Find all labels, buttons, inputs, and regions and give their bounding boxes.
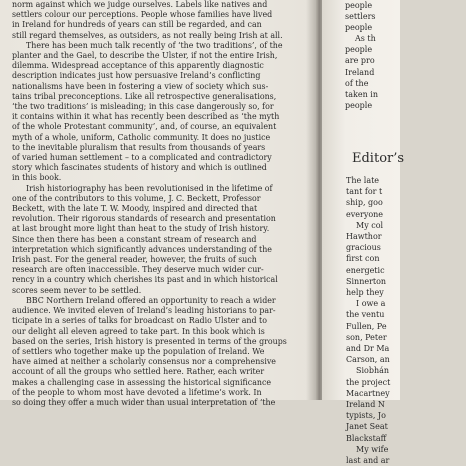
text-line: in Ireland for hundreds of years can still be regarded, and can bbox=[12, 20, 262, 30]
right-page bbox=[322, 0, 405, 466]
text-line: I owe a bbox=[356, 299, 386, 309]
text-line: of the people to whom most have devoted a lifetime’s work. In bbox=[12, 387, 262, 397]
text-line: in this book. bbox=[12, 173, 62, 183]
text-line: makes a challenging case in assessing the historical significance bbox=[12, 377, 272, 387]
text-line: it contains within it what has recently been described as ‘the myth bbox=[12, 112, 280, 122]
text-line: ‘the two traditions’ is misleading; in this case dangerously so, for bbox=[12, 102, 274, 112]
text-line: There has been much talk recently of ‘the two traditions’, of the bbox=[26, 40, 283, 50]
text-line: audience. We invited eleven of Ireland’s leading historians to par- bbox=[12, 306, 276, 316]
text-line: Ireland N bbox=[346, 400, 385, 410]
text-line: everyone bbox=[346, 209, 384, 219]
text-line: Fullen, Pe bbox=[346, 321, 387, 331]
text-line: of settlers who together make up the population of Ireland. We bbox=[12, 346, 265, 356]
text-line: rency in a country which cherishes its past and in which historical bbox=[12, 275, 278, 285]
text-line: so doing they offer a much wider than usual interpretation of ‘the bbox=[12, 397, 276, 407]
text-line: Blackstaff bbox=[346, 433, 387, 443]
text-line: Macartney bbox=[346, 388, 390, 398]
text-line: typists, Jo bbox=[346, 411, 386, 421]
text-line: research are often inaccessible. They deserve much wider cur- bbox=[12, 265, 264, 275]
text-line: son, Peter bbox=[346, 332, 387, 342]
right-page-top-text bbox=[345, 0, 465, 111]
text-line: last and ar bbox=[346, 456, 390, 466]
text-line: and Dr Ma bbox=[346, 344, 390, 354]
text-line: have aimed at neither a scholarly consensus nor a comprehensive bbox=[12, 357, 276, 367]
text-line: of the bbox=[345, 78, 369, 88]
text-line: the project bbox=[346, 377, 391, 387]
text-line: dilemma. Widespread acceptance of this apparently diagnostic bbox=[12, 61, 264, 71]
text-line: myth of a whole, uniform, Catholic community. It does no justice bbox=[12, 132, 271, 142]
text-line: My wife bbox=[356, 444, 389, 454]
text-line: to the inevitable pluralism that results from thousands of years bbox=[12, 142, 266, 152]
text-line: BBC Northern Ireland offered an opportunity to reach a wider bbox=[26, 295, 276, 305]
text-line: people bbox=[345, 45, 373, 55]
text-line: Irish historiography has been revolutionised in the lifetime of bbox=[26, 183, 273, 193]
text-line: at last brought more light than heat to the study of Irish history. bbox=[12, 224, 270, 234]
text-line: Janet Seat bbox=[346, 422, 388, 432]
text-line: interpretation which significantly advances understanding of the bbox=[12, 244, 272, 254]
left-page-text bbox=[12, 0, 310, 408]
text-line: still regard themselves, as outsiders, as not really being Irish at all. bbox=[12, 30, 283, 40]
text-line: people bbox=[345, 100, 373, 110]
right-page-body-text bbox=[346, 175, 466, 466]
text-line: story which fascinates students of history and which is outlined bbox=[12, 163, 267, 173]
text-line: settlers bbox=[345, 12, 376, 22]
text-line: scores seem never to be settled. bbox=[12, 285, 142, 295]
text-line: norm against which we judge ourselves. Labels like natives and bbox=[12, 0, 268, 9]
text-line: Ireland bbox=[345, 67, 375, 77]
text-line: ticipate in a series of talks for broadcast on Radio Ulster and to bbox=[12, 316, 267, 326]
text-line: The late bbox=[346, 176, 380, 185]
text-line: nationalisms have been in fostering a view of society which sus- bbox=[12, 81, 269, 91]
text-line: the ventu bbox=[346, 310, 385, 320]
text-line: Carson, an bbox=[346, 355, 390, 365]
text-line: Beckett, with the late T. W. Moody, inspired and directed that bbox=[12, 204, 258, 214]
text-line: people bbox=[345, 23, 373, 33]
text-line: based on the series, Irish history is presented in terms of the groups bbox=[12, 336, 287, 346]
text-line: My col bbox=[356, 220, 384, 230]
text-line: help they bbox=[346, 288, 384, 298]
text-line: revolution. Their rigorous standards of research and presentation bbox=[12, 214, 276, 224]
text-line: gracious bbox=[346, 243, 381, 253]
text-line: Sinnerton bbox=[346, 276, 387, 286]
text-line: Since then there has been a constant stream of research and bbox=[12, 234, 257, 244]
editors-heading: Editor’s bbox=[352, 151, 405, 166]
text-line: settlers colour our perceptions. People whose families have lived bbox=[12, 10, 273, 20]
text-line: tains tribal preconceptions. Like all retrospective generalisations, bbox=[12, 91, 277, 101]
text-line: planter and the Gael, to describe the Ulster, if not the entire Irish, bbox=[12, 51, 278, 61]
text-line: our delight all eleven agreed to take part. In this book which is bbox=[12, 326, 265, 336]
text-line: energetic bbox=[346, 265, 385, 275]
text-line: description indicates just how persuasive Ireland’s conflicting bbox=[12, 71, 261, 81]
text-line: first con bbox=[346, 254, 380, 264]
text-line: tant for t bbox=[346, 187, 383, 197]
text-line: are pro bbox=[345, 56, 375, 66]
text-line: of varied human settlement – to a complicated and contradictory bbox=[12, 153, 272, 163]
text-line: ship, goo bbox=[346, 198, 383, 208]
text-line: Irish past. For the general reader, however, the fruits of such bbox=[12, 255, 257, 265]
text-line: account of all the groups who settled here. Rather, each writer bbox=[12, 367, 265, 377]
text-line: taken in bbox=[345, 89, 378, 99]
text-line: Hawthor bbox=[346, 232, 382, 242]
text-line: of the whole Protestant community’, and, of course, an equivalent bbox=[12, 122, 277, 132]
text-line: Siobhán bbox=[356, 366, 390, 376]
text-line: As th bbox=[355, 34, 376, 44]
text-line: people bbox=[345, 1, 373, 10]
text-line: one of the contributors to this volume, J. C. Beckett, Professor bbox=[12, 193, 261, 203]
